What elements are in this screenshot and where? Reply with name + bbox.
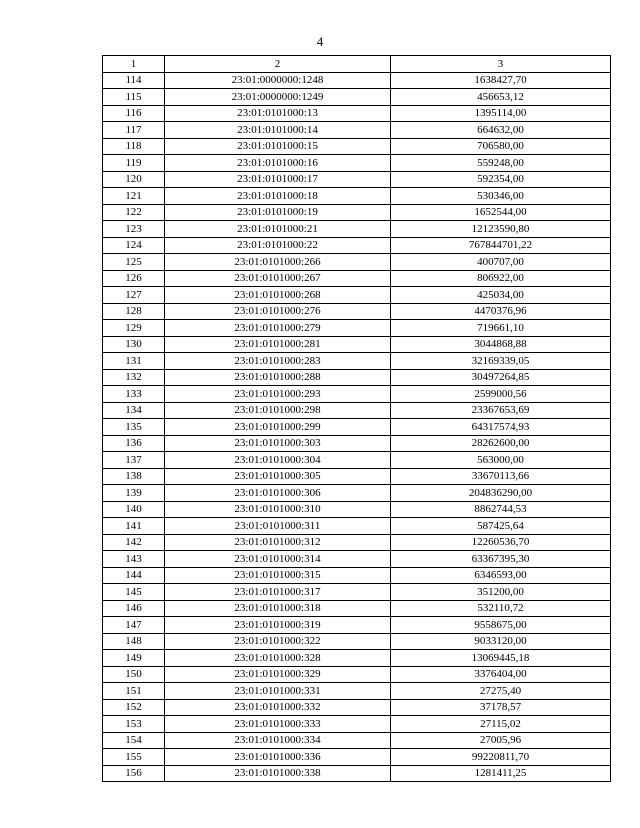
table-body (103, 72, 611, 782)
value-cell: 23367653,69 (391, 402, 611, 419)
value-cell: 32169339,05 (391, 353, 611, 370)
value-cell: 719661,10 (391, 320, 611, 337)
row-number-cell: 115 (103, 89, 165, 106)
table-row (103, 287, 611, 304)
value-cell: 8862744,53 (391, 501, 611, 518)
value-cell: 27115,02 (391, 716, 611, 733)
table-row (103, 501, 611, 518)
row-number-cell: 135 (103, 419, 165, 436)
value-cell: 1652544,00 (391, 204, 611, 221)
table-row (103, 485, 611, 502)
value-cell: 99220811,70 (391, 749, 611, 766)
row-number-cell: 147 (103, 617, 165, 634)
cadastral-number-cell: 23:01:0101000:318 (165, 600, 391, 617)
table-row (103, 122, 611, 139)
value-cell: 4470376,96 (391, 303, 611, 320)
row-number-cell: 125 (103, 254, 165, 271)
table-row (103, 534, 611, 551)
row-number-cell: 122 (103, 204, 165, 221)
row-number-cell: 124 (103, 237, 165, 254)
row-number-cell: 154 (103, 732, 165, 749)
column-header-1: 1 (103, 56, 165, 73)
value-cell: 1281411,25 (391, 765, 611, 782)
value-cell: 592354,00 (391, 171, 611, 188)
table-row (103, 171, 611, 188)
cadastral-number-cell: 23:01:0101000:304 (165, 452, 391, 469)
cadastral-number-cell: 23:01:0101000:17 (165, 171, 391, 188)
cadastral-number-cell: 23:01:0101000:21 (165, 221, 391, 238)
value-cell: 33670113,66 (391, 468, 611, 485)
table-row (103, 650, 611, 667)
cadastral-number-cell: 23:01:0101000:338 (165, 765, 391, 782)
row-number-cell: 114 (103, 72, 165, 89)
row-number-cell: 120 (103, 171, 165, 188)
value-cell: 2599000,56 (391, 386, 611, 403)
table-row (103, 353, 611, 370)
value-cell: 706580,00 (391, 138, 611, 155)
row-number-cell: 134 (103, 402, 165, 419)
table-row (103, 72, 611, 89)
cadastral-number-cell: 23:01:0101000:283 (165, 353, 391, 370)
row-number-cell: 136 (103, 435, 165, 452)
row-number-cell: 151 (103, 683, 165, 700)
cadastral-number-cell: 23:01:0101000:279 (165, 320, 391, 337)
row-number-cell: 150 (103, 666, 165, 683)
cadastral-number-cell: 23:01:0000000:1248 (165, 72, 391, 89)
table-row (103, 617, 611, 634)
row-number-cell: 145 (103, 584, 165, 601)
row-number-cell: 127 (103, 287, 165, 304)
cadastral-number-cell: 23:01:0101000:266 (165, 254, 391, 271)
cadastral-number-cell: 23:01:0101000:268 (165, 287, 391, 304)
cadastral-number-cell: 23:01:0101000:276 (165, 303, 391, 320)
value-cell: 456653,12 (391, 89, 611, 106)
value-cell: 204836290,00 (391, 485, 611, 502)
row-number-cell: 146 (103, 600, 165, 617)
cadastral-number-cell: 23:01:0101000:315 (165, 567, 391, 584)
cadastral-number-cell: 23:01:0101000:15 (165, 138, 391, 155)
table-row (103, 270, 611, 287)
cadastral-number-cell: 23:01:0101000:311 (165, 518, 391, 535)
row-number-cell: 121 (103, 188, 165, 205)
value-cell: 64317574,93 (391, 419, 611, 436)
value-cell: 9558675,00 (391, 617, 611, 634)
value-cell: 425034,00 (391, 287, 611, 304)
cadastral-number-cell: 23:01:0000000:1249 (165, 89, 391, 106)
table-row (103, 221, 611, 238)
cadastral-number-cell: 23:01:0101000:331 (165, 683, 391, 700)
row-number-cell: 132 (103, 369, 165, 386)
cadastral-number-cell: 23:01:0101000:281 (165, 336, 391, 353)
value-cell: 3376404,00 (391, 666, 611, 683)
cadastral-number-cell: 23:01:0101000:288 (165, 369, 391, 386)
cadastral-number-cell: 23:01:0101000:334 (165, 732, 391, 749)
table-row (103, 683, 611, 700)
row-number-cell: 117 (103, 122, 165, 139)
cadastral-number-cell: 23:01:0101000:298 (165, 402, 391, 419)
cadastral-number-cell: 23:01:0101000:19 (165, 204, 391, 221)
table-row (103, 419, 611, 436)
value-cell: 13069445,18 (391, 650, 611, 667)
cadastral-number-cell: 23:01:0101000:18 (165, 188, 391, 205)
cadastral-number-cell: 23:01:0101000:319 (165, 617, 391, 634)
value-cell: 3044868,88 (391, 336, 611, 353)
value-cell: 400707,00 (391, 254, 611, 271)
table-row (103, 666, 611, 683)
value-cell: 6346593,00 (391, 567, 611, 584)
table-row (103, 336, 611, 353)
table-row (103, 138, 611, 155)
row-number-cell: 126 (103, 270, 165, 287)
column-header-3: 3 (391, 56, 611, 73)
cadastral-number-cell: 23:01:0101000:14 (165, 122, 391, 139)
cadastral-number-cell: 23:01:0101000:317 (165, 584, 391, 601)
table-row (103, 468, 611, 485)
table-row (103, 237, 611, 254)
table-row (103, 452, 611, 469)
table-row (103, 402, 611, 419)
table-row (103, 435, 611, 452)
table-row (103, 600, 611, 617)
table-row (103, 369, 611, 386)
row-number-cell: 156 (103, 765, 165, 782)
row-number-cell: 130 (103, 336, 165, 353)
row-number-cell: 152 (103, 699, 165, 716)
value-cell: 767844701,22 (391, 237, 611, 254)
value-cell: 806922,00 (391, 270, 611, 287)
table-row (103, 765, 611, 782)
cadastral-number-cell: 23:01:0101000:328 (165, 650, 391, 667)
cadastral-number-cell: 23:01:0101000:336 (165, 749, 391, 766)
table-row (103, 551, 611, 568)
value-cell: 351200,00 (391, 584, 611, 601)
data-table (102, 55, 611, 782)
table-row (103, 303, 611, 320)
value-cell: 27275,40 (391, 683, 611, 700)
row-number-cell: 119 (103, 155, 165, 172)
cadastral-number-cell: 23:01:0101000:22 (165, 237, 391, 254)
row-number-cell: 148 (103, 633, 165, 650)
cadastral-number-cell: 23:01:0101000:13 (165, 105, 391, 122)
value-cell: 664632,00 (391, 122, 611, 139)
row-number-cell: 123 (103, 221, 165, 238)
cadastral-number-cell: 23:01:0101000:306 (165, 485, 391, 502)
cadastral-number-cell: 23:01:0101000:310 (165, 501, 391, 518)
row-number-cell: 131 (103, 353, 165, 370)
row-number-cell: 142 (103, 534, 165, 551)
cadastral-number-cell: 23:01:0101000:293 (165, 386, 391, 403)
row-number-cell: 133 (103, 386, 165, 403)
value-cell: 37178,57 (391, 699, 611, 716)
table-row (103, 386, 611, 403)
cadastral-number-cell: 23:01:0101000:322 (165, 633, 391, 650)
column-header-2: 2 (165, 56, 391, 73)
value-cell: 587425,64 (391, 518, 611, 535)
row-number-cell: 149 (103, 650, 165, 667)
row-number-cell: 153 (103, 716, 165, 733)
value-cell: 28262600,00 (391, 435, 611, 452)
table-row (103, 567, 611, 584)
row-number-cell: 128 (103, 303, 165, 320)
row-number-cell: 129 (103, 320, 165, 337)
cadastral-number-cell: 23:01:0101000:267 (165, 270, 391, 287)
table-header (103, 56, 611, 73)
value-cell: 530346,00 (391, 188, 611, 205)
row-number-cell: 139 (103, 485, 165, 502)
value-cell: 27005,96 (391, 732, 611, 749)
table-row (103, 155, 611, 172)
cadastral-number-cell: 23:01:0101000:16 (165, 155, 391, 172)
cadastral-number-cell: 23:01:0101000:312 (165, 534, 391, 551)
table-row (103, 716, 611, 733)
row-number-cell: 144 (103, 567, 165, 584)
cadastral-number-cell: 23:01:0101000:332 (165, 699, 391, 716)
row-number-cell: 140 (103, 501, 165, 518)
table-row (103, 188, 611, 205)
value-cell: 1638427,70 (391, 72, 611, 89)
page-number: 4 (316, 34, 324, 49)
cadastral-number-cell: 23:01:0101000:303 (165, 435, 391, 452)
table-row (103, 518, 611, 535)
cadastral-number-cell: 23:01:0101000:305 (165, 468, 391, 485)
table-row (103, 320, 611, 337)
row-number-cell: 155 (103, 749, 165, 766)
value-cell: 12123590,80 (391, 221, 611, 238)
value-cell: 563000,00 (391, 452, 611, 469)
table-row (103, 254, 611, 271)
value-cell: 559248,00 (391, 155, 611, 172)
value-cell: 532110,72 (391, 600, 611, 617)
table-row (103, 89, 611, 106)
value-cell: 63367395,30 (391, 551, 611, 568)
table-row (103, 633, 611, 650)
table-row (103, 732, 611, 749)
cadastral-number-cell: 23:01:0101000:329 (165, 666, 391, 683)
row-number-cell: 143 (103, 551, 165, 568)
row-number-cell: 116 (103, 105, 165, 122)
value-cell: 9033120,00 (391, 633, 611, 650)
table-row (103, 105, 611, 122)
value-cell: 12260536,70 (391, 534, 611, 551)
cadastral-number-cell: 23:01:0101000:299 (165, 419, 391, 436)
table-row (103, 749, 611, 766)
row-number-cell: 141 (103, 518, 165, 535)
cadastral-number-cell: 23:01:0101000:333 (165, 716, 391, 733)
table-header-row (103, 56, 611, 73)
row-number-cell: 137 (103, 452, 165, 469)
row-number-cell: 138 (103, 468, 165, 485)
value-cell: 30497264,85 (391, 369, 611, 386)
table-row (103, 204, 611, 221)
row-number-cell: 118 (103, 138, 165, 155)
table-row (103, 699, 611, 716)
cadastral-number-cell: 23:01:0101000:314 (165, 551, 391, 568)
table-row (103, 584, 611, 601)
value-cell: 1395114,00 (391, 105, 611, 122)
